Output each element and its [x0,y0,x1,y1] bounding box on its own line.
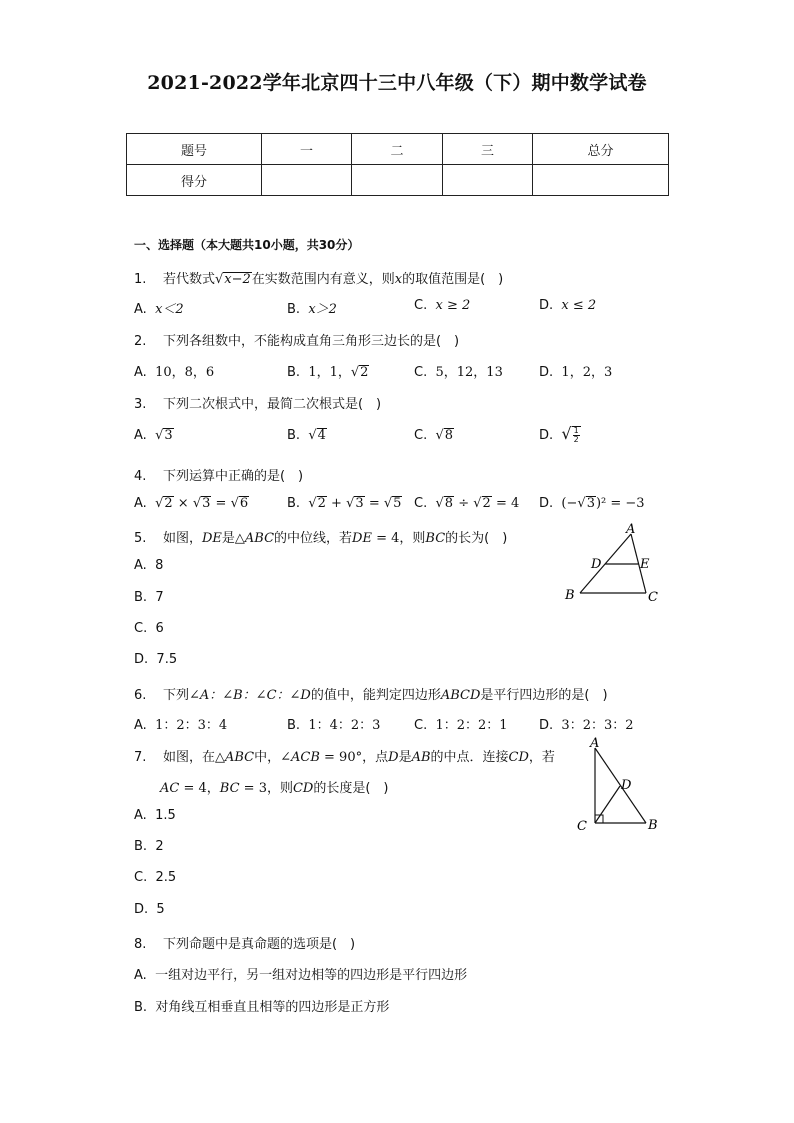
option-d[interactable]: D. √ $\frac{1}{2}$ [539,424,579,444]
option-b[interactable]: B. x＞2 [287,302,337,317]
option-c[interactable]: C. 6 [134,621,164,636]
score-cell [262,165,352,196]
option-text: x ≤ 2 [561,298,597,313]
option-a[interactable]: A. √2 × √3 = √6 [134,496,249,511]
table-header-cell: 总分 [533,134,669,165]
option-c[interactable]: C. 2.5 [134,870,177,885]
option-d[interactable]: D. (−√3)² = −3 [539,496,645,511]
option-d[interactable]: D. 1，2，3 [539,365,613,380]
table-header-cell: 一 [262,134,352,165]
vertex-label-c: C [648,590,658,605]
table-row-label: 得分 [127,165,262,196]
score-table [126,133,669,196]
option-b[interactable]: B. 2 [134,839,164,854]
option-b[interactable]: B. 7 [134,590,164,605]
option-text: x ≥ 2 [435,298,471,313]
option-c[interactable]: C. √8 ÷ √2 = 4 [414,496,520,511]
option-text: 1：2：3：4 [155,718,228,733]
score-cell [533,165,669,196]
option-b[interactable]: B. √4 [287,428,326,443]
question-text: 的取值范围是( ) [402,272,504,287]
question-3 [134,393,381,412]
table-row [127,134,669,165]
option-text: 一组对边平行，另一组对边相等的四边形是平行四边形 [155,968,468,983]
vertex-label-b: B [565,588,575,603]
math-expression: x−2 [224,272,251,287]
option-d[interactable]: D. x ≤ 2 [539,298,597,313]
option-text: 1：4：2：3 [308,718,381,733]
option-text: x＞2 [308,302,337,317]
question-text: 下列各组数中，不能构成直角三角形三边长的是( ) [162,334,460,349]
option-a[interactable]: A. 10，8，6 [134,365,215,380]
section-heading: 一、选择题（本大题共10小题，共30分） [134,238,360,252]
table-header-cell: 三 [443,134,533,165]
option-b[interactable]: B. √2 + √3 = √5 [287,496,402,511]
math-variable: x [394,272,403,287]
question-number: 2. [134,334,147,349]
question-number: 5. [134,531,147,546]
question-2 [134,330,459,349]
option-b[interactable]: B. 1：4：2：3 [287,718,381,733]
option-a[interactable]: A. x＜2 [134,302,184,317]
option-text: 5 [156,902,165,917]
sqrt-radicand: 8 [444,428,454,443]
option-text: x＜2 [155,302,184,317]
question-text: 下列二次根式中，最简二次根式是( ) [162,397,382,412]
question-7: 7. 如图，在△ABC中，∠ACB = 90°，点D是AB的中点．连接CD，若 [134,750,555,765]
question-number: 6. [134,688,147,703]
option-text: 对角线互相垂直且相等的四边形是正方形 [155,1000,390,1015]
question-number: 3. [134,397,147,412]
vertex-label-c: C [577,819,587,834]
vertex-label-b: B [648,818,658,833]
option-c[interactable]: C. √8 [414,428,454,443]
question-text: 下列运算中正确的是( ) [162,469,304,484]
option-text: 5，12，13 [435,365,503,380]
question-1 [134,268,503,287]
question-number: 4. [134,469,147,484]
option-b[interactable]: B. 对角线互相垂直且相等的四边形是正方形 [134,1000,390,1015]
question-number: 8. [134,937,147,952]
option-text: 1.5 [155,808,176,823]
triangle-figure-q7 [570,736,670,836]
point-label-d: D [591,557,602,572]
score-cell [352,165,443,196]
question-text: 在实数范围内有意义，则 [251,272,395,287]
option-b[interactable]: B. 1，1，√2 [287,365,369,380]
question-7-cont: AC = 4，BC = 3，则CD的长度是( ) [160,781,389,796]
option-text: 1，1， [308,365,351,380]
option-a[interactable]: A. 1：2：3：4 [134,718,228,733]
option-text: 3：2：3：2 [561,718,634,733]
question-text: 下列命题中是真命题的选项是( ) [162,937,356,952]
option-a[interactable]: A. 1.5 [134,808,176,823]
question-number: 1. [134,272,147,287]
vertex-label-a: A [590,736,600,751]
point-label-d: D [621,778,632,793]
option-d[interactable]: D. 5 [134,902,165,917]
option-c[interactable]: C. 1：2：2：1 [414,718,508,733]
option-c[interactable]: C. 5，12，13 [414,365,503,380]
table-header-cell: 二 [352,134,443,165]
option-text: 1：2：2：1 [435,718,508,733]
option-text: 2 [155,839,164,854]
option-a[interactable]: A. √3 [134,428,173,443]
table-header-cell: 题号 [127,134,262,165]
table-row [127,165,669,196]
sqrt-radicand: 2 [360,365,369,380]
segment-cd [595,786,620,823]
option-text: 1，2，3 [561,365,613,380]
option-d[interactable]: D. 3：2：3：2 [539,718,634,733]
question-5: 5. 如图，DE是△ABC的中位线，若DE = 4，则BC的长为( ) [134,531,508,546]
option-text: 8 [155,558,164,573]
triangle-figure-q5 [558,520,668,606]
option-text: 10，8，6 [155,365,215,380]
page-title: 2021-2022学年北京四十三中八年级（下）期中数学试卷 [147,72,647,94]
option-text: 2.5 [155,870,177,885]
fraction: $\frac{1}{2}$ [573,426,579,444]
question-4 [134,465,303,484]
point-label-e: E [640,557,650,572]
option-text: 7.5 [156,652,178,667]
sqrt-symbol: √ [214,272,224,287]
vertex-label-a: A [626,522,636,537]
option-text: 7 [155,590,164,605]
option-d[interactable]: D. 7.5 [134,652,178,667]
question-text: 若代数式 [162,272,215,287]
option-text: 6 [155,621,164,636]
question-8 [134,933,355,952]
option-a[interactable]: A. 8 [134,558,164,573]
score-cell [443,165,533,196]
option-a[interactable]: A. 一组对边平行，另一组对边相等的四边形是平行四边形 [134,968,468,983]
sqrt-radicand: 3 [164,428,173,443]
question-number: 7. [134,750,147,765]
sqrt-radicand: 4 [317,428,326,443]
question-6: 6. 下列∠A：∠B：∠C：∠D的值中，能判定四边形ABCD是平行四边形的是( ) [134,688,608,703]
option-c[interactable]: C. x ≥ 2 [414,298,471,313]
